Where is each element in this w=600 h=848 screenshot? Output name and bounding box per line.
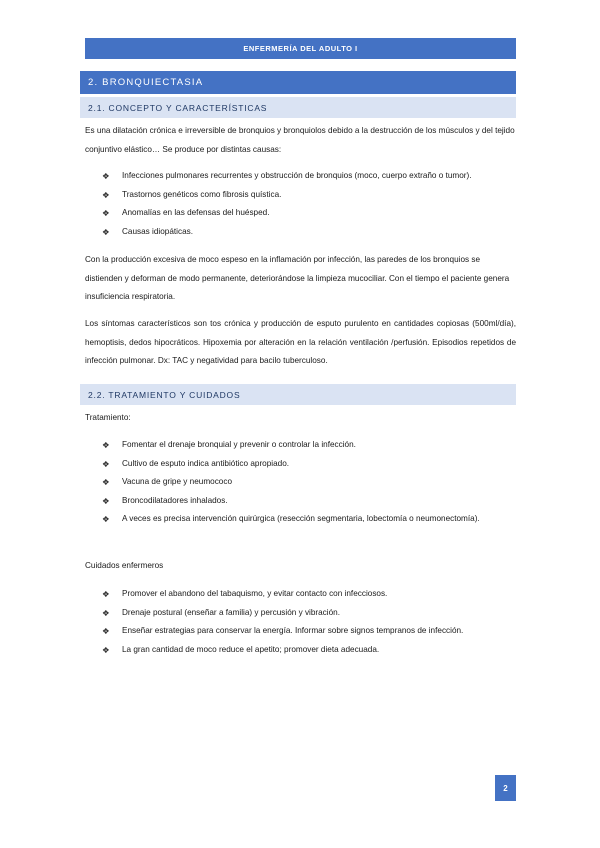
diamond-bullet-icon: ❖ — [102, 477, 110, 487]
subsection-heading-concept — [80, 97, 516, 118]
diamond-bullet-icon: ❖ — [102, 495, 110, 506]
list-item: ❖ Cultivo de esputo indica antibiótico apropiado. — [100, 455, 516, 474]
list-item: ❖ Trastornos genéticos como fibrosis quística. — [100, 186, 516, 205]
diamond-bullet-icon: ❖ — [102, 626, 110, 636]
list-item: ❖ Vacuna de gripe y neumococo — [100, 473, 516, 492]
page-number-badge — [495, 775, 516, 801]
diamond-bullet-icon: ❖ — [102, 514, 110, 524]
diamond-bullet-icon: ❖ — [102, 171, 110, 181]
care-label: Cuidados enfermeros — [85, 561, 164, 570]
diamond-bullet-icon: ❖ — [102, 607, 110, 618]
treatment-label: Tratamiento: — [85, 413, 131, 422]
list-item: ❖ Broncodilatadores inhalados. — [100, 492, 516, 511]
diamond-bullet-icon: ❖ — [102, 440, 110, 450]
section-title: 2. BRONQUIECTASIA — [88, 77, 204, 88]
list-item: ❖ Anomalías en las defensas del huésped. — [100, 204, 516, 223]
list-item: ❖ Enseñar estrategias para conservar la energía. Informar sobre signos tempranos de infección. — [100, 622, 516, 641]
diamond-bullet-icon: ❖ — [102, 644, 110, 655]
list-item: ❖ Drenaje postural (enseñar a familia) y percusión y vibración. — [100, 604, 516, 623]
symptoms-paragraph: Los síntomas característicos son tos crónica y producción de esputo purulento en cantidades copiosas (500ml/día), hemoptisis, dedos hipocráticos. Hipoxemia por alteración en la relación ventilación /perfusión. Episodios repetidos de infección pulmonar. Dx: TAC y negatividad para bacilo tuberculoso. — [85, 319, 516, 365]
list-item: ❖ Fomentar el drenaje bronquial y prevenir o controlar la infección. — [100, 436, 516, 455]
subsection-title: 2.2. TRATAMIENTO Y CUIDADOS — [88, 389, 241, 400]
running-header — [85, 38, 516, 59]
care-list — [100, 585, 516, 659]
list-item: ❖ Causas idiopáticas. — [100, 223, 516, 242]
header-title: ENFERMERÍA DEL ADULTO I — [243, 44, 358, 53]
section-heading — [80, 71, 516, 94]
mucus-paragraph: Con la producción excesiva de moco espeso en la inflamación por infección, las paredes de los bronquios se distienden y deforman de modo permanente, deteriorándose la limpieza mucociliar. Con el tiempo el paciente genera insuficiencia respiratoria. — [85, 255, 510, 301]
page-number: 2 — [503, 783, 508, 793]
subsection-title: 2.1. CONCEPTO Y CARACTERÍSTICAS — [88, 102, 268, 113]
list-item: ❖ A veces es precisa intervención quirúrgica (resección segmentaria, lobectomía o neumonectomía). — [100, 510, 516, 529]
subsection-heading-treatment — [80, 384, 516, 405]
diamond-bullet-icon: ❖ — [102, 589, 110, 599]
diamond-bullet-icon: ❖ — [102, 189, 110, 200]
diamond-bullet-icon: ❖ — [102, 458, 110, 469]
list-item: ❖ Promover el abandono del tabaquismo, y evitar contacto con infecciosos. — [100, 585, 516, 604]
diamond-bullet-icon: ❖ — [102, 226, 110, 237]
treatment-list — [100, 436, 516, 529]
list-item: ❖ La gran cantidad de moco reduce el apetito; promover dieta adecuada. — [100, 641, 516, 660]
diamond-bullet-icon: ❖ — [102, 208, 110, 218]
causes-list — [100, 167, 516, 241]
intro-paragraph: Es una dilatación crónica e irreversible de bronquios y bronquiolos debido a la destrucción de los músculos y del tejido conjuntivo elástico… Se produce por distintas causas: — [85, 126, 515, 154]
list-item: ❖ Infecciones pulmonares recurrentes y obstrucción de bronquios (moco, cuerpo extraño o tumor). — [100, 167, 516, 186]
